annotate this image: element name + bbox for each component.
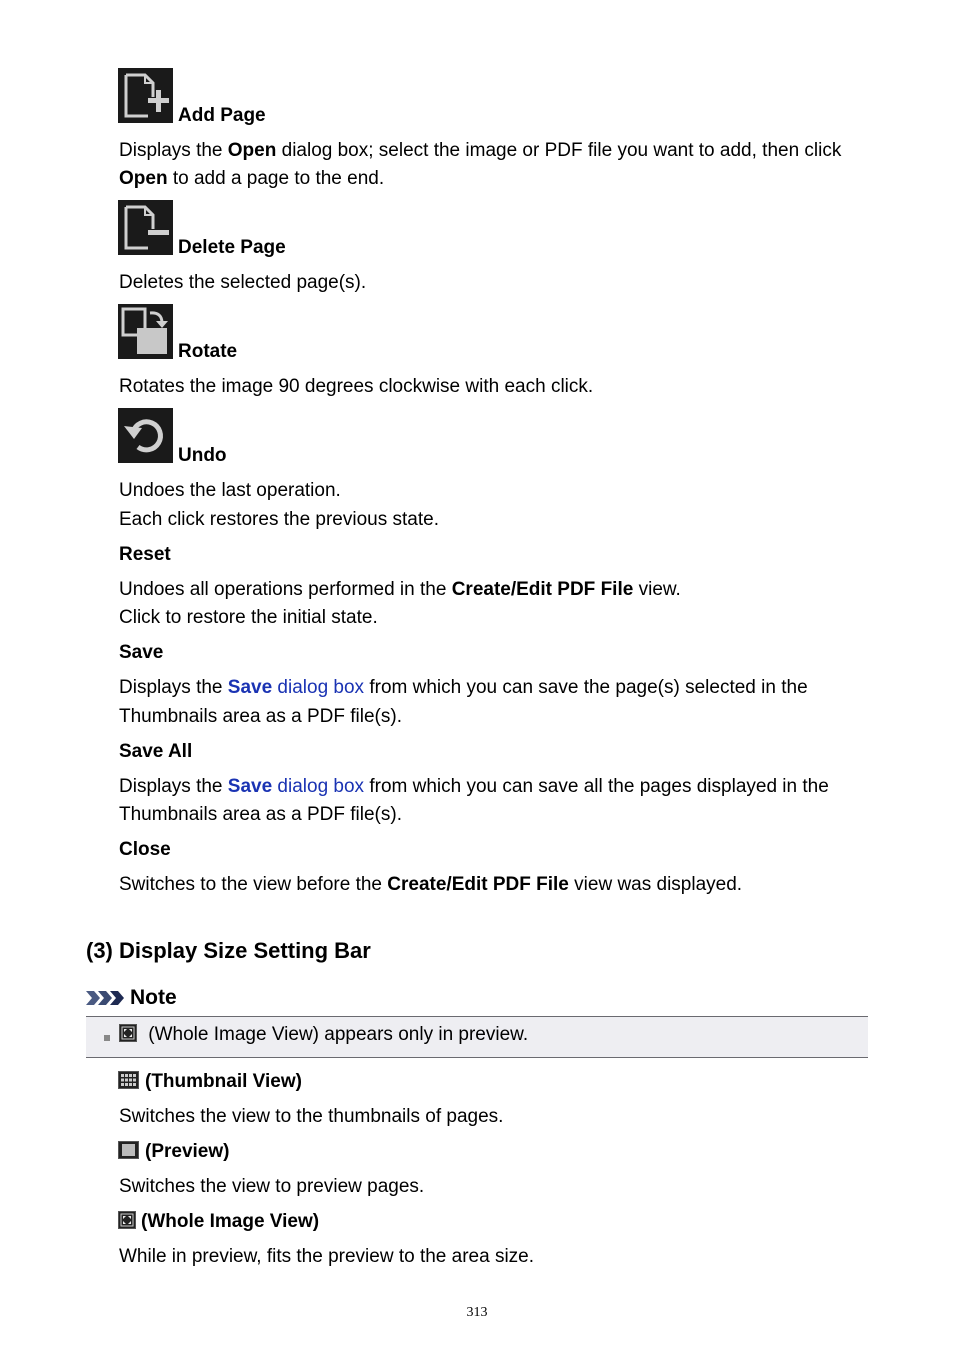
text-span: view was displayed. [568, 874, 743, 895]
note-text [119, 1024, 528, 1048]
save-desc-line1 [119, 677, 808, 699]
reset-desc-line1 [119, 579, 681, 601]
text-span: from which you can save the page(s) selected in the [364, 677, 808, 698]
close-title: Close [119, 839, 171, 860]
text-span-bold: Create/Edit PDF File [387, 874, 569, 895]
link-text[interactable]: dialog box [272, 776, 365, 797]
save-title: Save [119, 642, 164, 663]
view-title-text: (Preview) [145, 1141, 230, 1162]
text-span: view. [633, 579, 681, 600]
whole-image-view-desc: While in preview, fits the preview to the area size. [119, 1246, 535, 1267]
link-bold[interactable]: Save [227, 776, 273, 797]
text-span-bold: Open [119, 168, 168, 189]
section-title: (3) Display Size Setting Bar [86, 938, 371, 963]
thumbnail-view-title [118, 1071, 302, 1095]
undo-desc-line2: Each click restores the previous state. [119, 509, 439, 530]
save-all-desc-line2: Thumbnails area as a PDF file(s). [119, 804, 402, 825]
undo-desc-line1: Undoes the last operation. [119, 480, 341, 501]
bullet-icon [104, 1035, 110, 1041]
note-chevron-icon [86, 988, 126, 1014]
thumbnail-view-icon [118, 1071, 139, 1095]
save-all-title: Save All [119, 741, 193, 762]
rotate-icon [118, 304, 173, 359]
preview-desc: Switches the view to preview pages. [119, 1176, 425, 1197]
link-bold[interactable]: Save [227, 677, 273, 698]
note-label: Note [130, 986, 177, 1009]
save-all-desc-line1 [119, 776, 829, 798]
save-desc-line2: Thumbnails area as a PDF file(s). [119, 706, 402, 727]
undo-icon [118, 408, 173, 463]
view-title-text: (Whole Image View) [141, 1211, 320, 1232]
delete-page-title: Delete Page [178, 237, 286, 258]
add-page-icon [118, 68, 173, 123]
delete-page-icon [118, 200, 173, 255]
text-span: dialog box; select the image or PDF file you want to add, then click [276, 140, 842, 161]
text-span: Displays the [119, 140, 228, 161]
add-page-desc-line1 [119, 140, 841, 162]
note-text-span: (Whole Image View) appears only in preview. [143, 1024, 529, 1045]
delete-page-desc: Deletes the selected page(s). [119, 272, 367, 293]
view-title-text: (Thumbnail View) [145, 1071, 302, 1092]
save-all-dialog-link[interactable] [228, 776, 364, 797]
add-page-desc-line2 [119, 168, 384, 190]
page-number: 313 [466, 1305, 488, 1320]
link-text[interactable]: dialog box [272, 677, 365, 698]
text-span-bold: Open [227, 140, 277, 161]
whole-image-view-title [118, 1211, 319, 1235]
reset-desc-line2: Click to restore the initial state. [119, 607, 378, 628]
thumbnail-view-desc: Switches the view to the thumbnails of pages. [119, 1106, 504, 1127]
whole-image-view-icon [119, 1024, 137, 1048]
text-span: Undoes all operations performed in the [119, 579, 452, 600]
reset-title: Reset [119, 544, 171, 565]
preview-title [118, 1141, 229, 1165]
text-span: Switches to the view before the [119, 874, 388, 895]
add-page-title: Add Page [178, 105, 266, 126]
text-span: Displays the [119, 677, 228, 698]
text-span-bold: Create/Edit PDF File [451, 579, 634, 600]
text-span: to add a page to the end. [167, 168, 385, 189]
preview-icon [118, 1141, 139, 1165]
undo-title: Undo [178, 445, 227, 466]
text-span: from which you can save all the pages displayed in the [364, 776, 829, 797]
close-desc [119, 874, 742, 896]
rotate-desc: Rotates the image 90 degrees clockwise with each click. [119, 376, 594, 397]
rotate-title: Rotate [178, 341, 238, 362]
save-dialog-link[interactable] [228, 677, 364, 698]
text-span: Displays the [119, 776, 228, 797]
whole-image-view-icon [118, 1211, 136, 1235]
